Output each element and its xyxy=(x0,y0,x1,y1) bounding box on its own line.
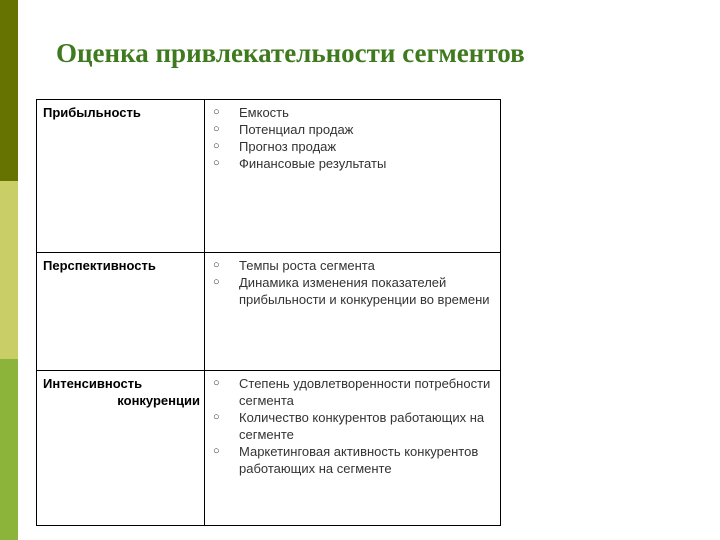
criteria-table xyxy=(36,99,501,526)
item-text: Финансовые результаты xyxy=(239,156,387,171)
item-text: Прогноз продаж xyxy=(239,139,337,154)
item-text: Темпы роста сегмента xyxy=(239,258,375,273)
item-text: Маркетинговая активность конкурентов работающих на сегменте xyxy=(239,444,479,476)
side-bar-green xyxy=(0,359,18,540)
list-item xyxy=(211,409,494,443)
criterion-label-line1: Интенсивность xyxy=(43,376,143,391)
circle-bullet-icon: ○ xyxy=(213,106,220,118)
list-item xyxy=(211,138,494,155)
list-item xyxy=(211,121,494,138)
list-item xyxy=(211,155,494,172)
criterion-label: Перспективность xyxy=(43,258,156,273)
circle-bullet-icon: ○ xyxy=(213,123,220,135)
bullet-list xyxy=(211,375,494,477)
criterion-label: Прибыльность xyxy=(43,105,141,120)
items-cell xyxy=(205,253,501,371)
circle-bullet-icon: ○ xyxy=(213,411,220,423)
circle-bullet-icon: ○ xyxy=(213,445,220,457)
circle-bullet-icon: ○ xyxy=(213,259,220,271)
item-text: Динамика изменения показателей прибыльности и конкуренции во времени xyxy=(239,275,490,307)
circle-bullet-icon: ○ xyxy=(213,377,220,389)
list-item xyxy=(211,375,494,409)
list-item xyxy=(211,257,494,274)
item-text: Степень удовлетворенности потребности сегмента xyxy=(239,376,491,408)
item-text: Потенциал продаж xyxy=(239,122,354,137)
side-bar-dark xyxy=(0,0,18,181)
items-cell xyxy=(205,371,501,526)
bullet-list xyxy=(211,257,494,308)
item-text: Количество конкурентов работающих на сегменте xyxy=(239,410,485,442)
criterion-cell xyxy=(37,371,205,526)
list-item xyxy=(211,274,494,308)
list-item xyxy=(211,104,494,121)
item-text: Емкость xyxy=(239,105,289,120)
slide-title: Оценка привлекательности сегментов xyxy=(56,38,525,68)
circle-bullet-icon: ○ xyxy=(213,276,220,288)
table-row xyxy=(37,100,501,253)
side-bar-light xyxy=(0,181,18,359)
circle-bullet-icon: ○ xyxy=(213,157,220,169)
items-cell xyxy=(205,100,501,253)
criterion-label-line2: конкуренции xyxy=(117,393,200,408)
criterion-cell xyxy=(37,100,205,253)
bullet-list xyxy=(211,104,494,172)
list-item xyxy=(211,443,494,477)
table-row xyxy=(37,253,501,371)
criterion-cell xyxy=(37,253,205,371)
table-row xyxy=(37,371,501,526)
circle-bullet-icon: ○ xyxy=(213,140,220,152)
